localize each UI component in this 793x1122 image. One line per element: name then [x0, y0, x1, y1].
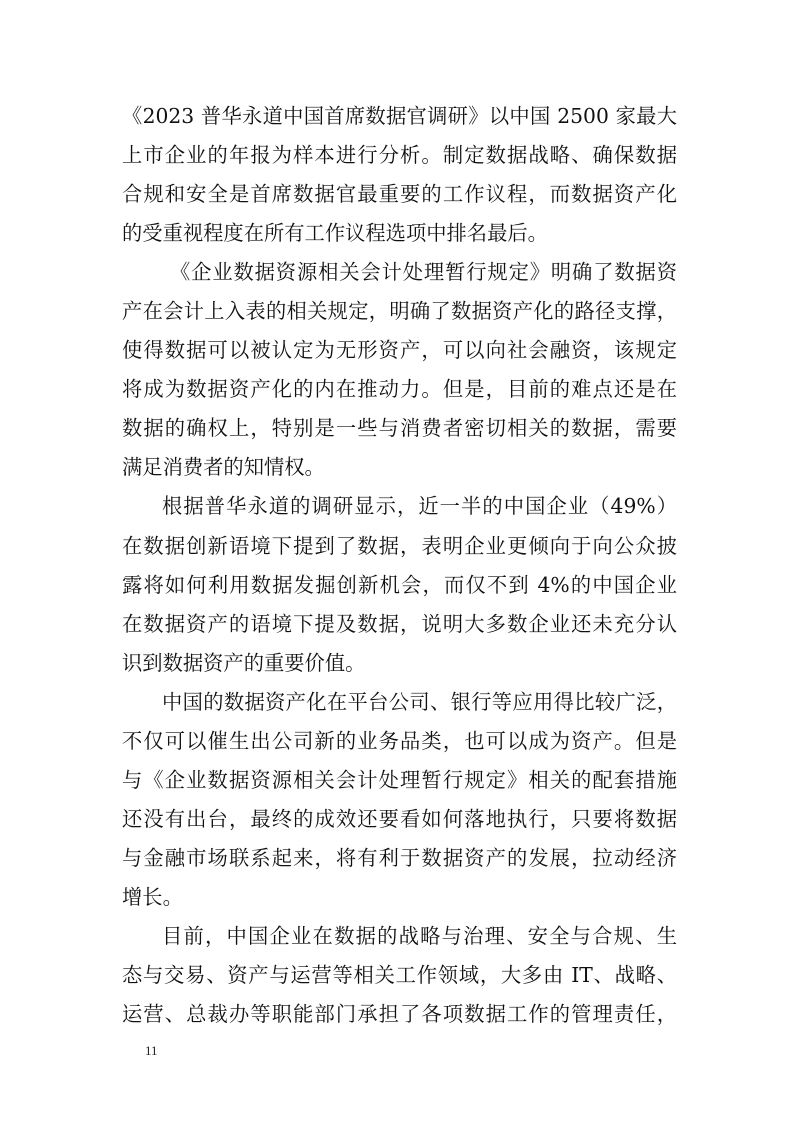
- text-line: 在数据创新语境下提到了数据，表明企业更倾向于向公众披: [122, 533, 677, 558]
- paragraph-1: [122, 97, 677, 253]
- page-number: 11: [145, 1043, 158, 1058]
- text-line: 还没有出台，最终的成效还要看如何落地执行，只要将数据: [122, 806, 677, 831]
- text-line: 增长。: [122, 884, 183, 909]
- text-line: 不仅可以催生出公司新的业务品类，也可以成为资产。但是: [122, 728, 677, 753]
- text-line: 识到数据资产的重要价值。: [122, 650, 366, 675]
- text-line: 与金融市场联系起来，将有利于数据资产的发展，拉动经济: [122, 845, 677, 870]
- text-line: 态与交易、资产与运营等相关工作领域，大多由 IT、战略、: [122, 963, 677, 988]
- text-line: 将成为数据资产化的内在推动力。但是，目前的难点还是在: [122, 377, 677, 402]
- text-line: 满足消费者的知情权。: [122, 455, 325, 480]
- text-line: 数据的确权上，特别是一些与消费者密切相关的数据，需要: [122, 416, 677, 441]
- text-line: 产在会计上入表的相关规定，明确了数据资产化的路径支撑，: [122, 299, 677, 324]
- text-line: 上市企业的年报为样本进行分析。制定数据战略、确保数据: [122, 143, 677, 168]
- text-line: 《2023 普华永道中国首席数据官调研》以中国 2500 家最大: [122, 104, 677, 128]
- text-line: 运营、总裁办等职能部门承担了各项数据工作的管理责任，: [122, 1002, 677, 1027]
- paragraph-2: [122, 253, 677, 487]
- body-text: [122, 97, 677, 1034]
- text-line: 在数据资产的语境下提及数据，说明大多数企业还未充分认: [122, 611, 677, 636]
- text-line: 合规和安全是首席数据官最重要的工作议程，而数据资产化: [122, 182, 677, 207]
- paragraph-5: [122, 917, 677, 1034]
- text-line: 露将如何利用数据发掘创新机会，而仅不到 4%的中国企业: [122, 572, 677, 597]
- text-line: 根据普华永道的调研显示，近一半的中国企业（49%）: [162, 494, 677, 519]
- text-line: 与《企业数据资源相关会计处理暂行规定》相关的配套措施: [122, 767, 677, 792]
- text-line: 使得数据可以被认定为无形资产，可以向社会融资，该规定: [122, 338, 677, 363]
- text-line: 中国的数据资产化在平台公司、银行等应用得比较广泛，: [162, 689, 677, 714]
- paragraph-3: [122, 487, 677, 682]
- text-line: 的受重视程度在所有工作议程选项中排名最后。: [122, 221, 548, 246]
- text-line: 目前，中国企业在数据的战略与治理、安全与合规、生: [162, 923, 677, 948]
- paragraph-4: [122, 683, 677, 917]
- text-line: 《企业数据资源相关会计处理暂行规定》明确了数据资: [170, 260, 677, 285]
